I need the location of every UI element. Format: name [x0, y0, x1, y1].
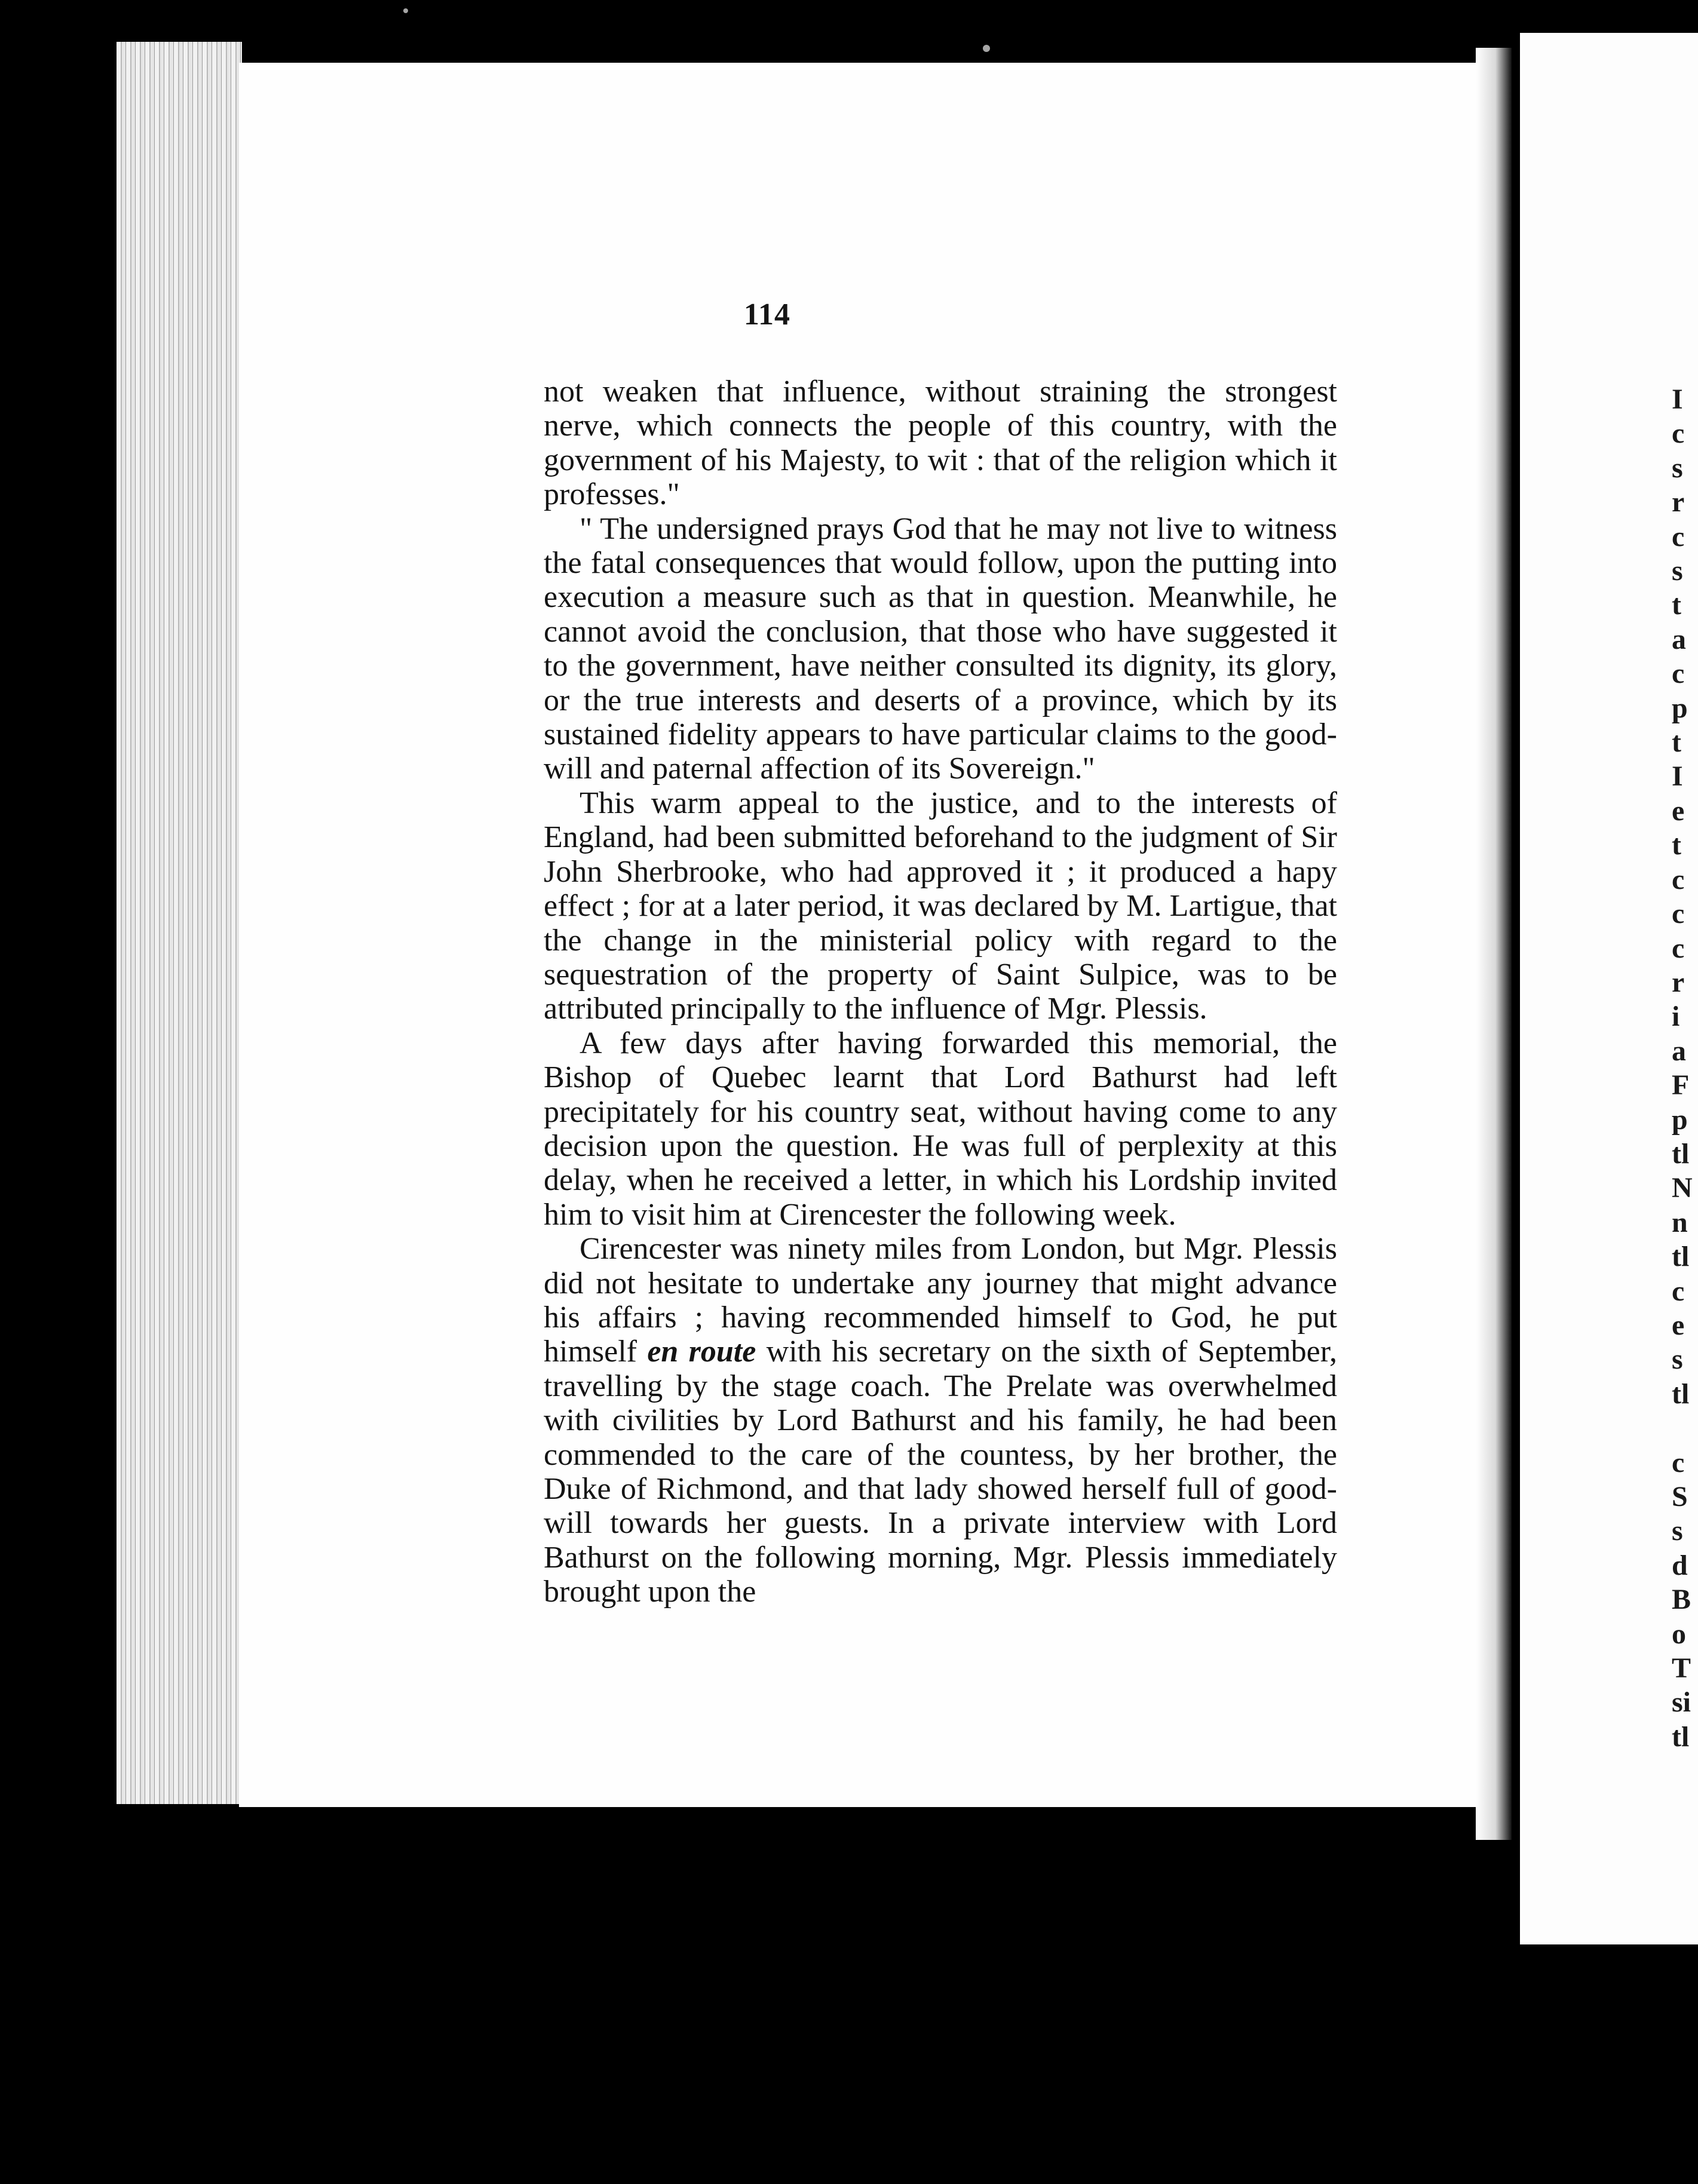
- facing-page-fragment: tl: [1672, 1378, 1690, 1410]
- facing-page-fragment: s: [1672, 452, 1683, 484]
- facing-page-fragment: n: [1672, 1206, 1688, 1238]
- paragraph: " The undersigned prays God that he may not live to witness the fatal consequences that would follow, upon the putting into execution a measure such as that in question. Meanwhile, he cannot avoid the conclusion, that those who have suggested it to the government, have neither consulted its dignity, its glory, or the true interests and deserts of a province, which by its sustained fidelity appears to have particular claims to the good-will and paternal affection of its Sovereign.": [544, 511, 1337, 786]
- facing-page-fragment: N: [1672, 1172, 1693, 1204]
- facing-page-fragment: e: [1672, 1309, 1685, 1341]
- paragraph: not weaken that influence, without straining the strongest nerve, which connects the people of this country, with the government of his Majesty, to wit : that of the religion which it professes.": [544, 375, 1337, 512]
- facing-page-fragment: I: [1672, 384, 1683, 415]
- facing-page-fragment: c: [1672, 932, 1685, 964]
- facing-page-fragment: a: [1672, 1035, 1686, 1067]
- facing-page-fragment: F: [1672, 1069, 1690, 1102]
- facing-page-fragment: tl: [1672, 1241, 1690, 1273]
- facing-page-fragment: s: [1672, 555, 1683, 587]
- facing-page-fragment: I: [1672, 760, 1683, 793]
- facing-page-fragment: c: [1672, 863, 1685, 895]
- facing-page-fragment: p: [1672, 692, 1688, 724]
- facing-page-fragment: B: [1672, 1584, 1691, 1616]
- facing-page-fragment: c: [1672, 1446, 1685, 1479]
- page-number: 114: [743, 297, 791, 332]
- paragraph: [544, 1232, 1337, 1609]
- page-body: [544, 375, 1337, 1609]
- paragraph: This warm appeal to the justice, and to the interests of England, had been submitted beforehand to the judgment of Sir John Sherbrooke, who had approved it ; it produced a hapy effect ; for at a later period, it was declared by M. Lartigue, that the change in the ministerial policy with regard to the sequestration of the property of Saint Sulpice, was to be attributed principally to the influence of Mgr. Plessis.: [544, 786, 1337, 1026]
- dust-speck: [983, 45, 990, 52]
- facing-page-fragment: c: [1672, 1275, 1685, 1307]
- facing-page-fragment: a: [1672, 623, 1686, 655]
- facing-page-fragment: T: [1672, 1652, 1691, 1685]
- italic-phrase: en route: [647, 1335, 756, 1369]
- facing-page-fragment: o: [1672, 1618, 1686, 1650]
- facing-page-fragment: s: [1672, 1343, 1683, 1376]
- facing-page-fragment: d: [1672, 1549, 1688, 1581]
- facing-page-fragment: tl: [1672, 1720, 1690, 1753]
- facing-page-fragment: si: [1672, 1686, 1691, 1719]
- facing-page-fragment: tl: [1672, 1137, 1690, 1170]
- facing-page-fragment: c: [1672, 898, 1685, 930]
- paragraph-text: Cirencester was ninety miles from London, but Mgr. Plessis did not hesitate to undertake any journey that might advance his affairs ; having recommended himself to God, he put himself: [544, 1232, 1337, 1369]
- paragraph-text: with his secretary on the sixth of September, travelling by the stage coach. The Prelate was overwhelmed with civilities by Lord Bathurst and his family, he had been commended to the care of the countess, by her brother, the Duke of Richmond, and that lady showed herself full of good-will towards her guests. In a private interview with Lord Bathurst on the following morning, Mgr. Plessis immediately brought upon the: [544, 1335, 1337, 1609]
- facing-page-fragment: t: [1672, 829, 1681, 861]
- facing-page-fragment: c: [1672, 520, 1685, 553]
- facing-page-fragment: [1672, 1411, 1690, 1445]
- facing-page-fragment: p: [1672, 1103, 1688, 1136]
- facing-page-fragment: t: [1672, 589, 1681, 621]
- facing-page-fragment: r: [1672, 966, 1685, 998]
- facing-page-fragment: i: [1672, 1001, 1680, 1033]
- facing-page-fragment: c: [1672, 658, 1685, 690]
- facing-page-fragment: s: [1672, 1515, 1683, 1547]
- facing-page-fragment: S: [1672, 1481, 1688, 1513]
- facing-page-fragment: c: [1672, 418, 1685, 450]
- facing-page-fragment: r: [1672, 486, 1685, 519]
- dust-speck: [403, 8, 408, 13]
- facing-page-fragment: t: [1672, 726, 1681, 759]
- paragraph: A few days after having forwarded this memorial, the Bishop of Quebec learnt that Lord Bathurst had left precipitately for his country seat, without having come to any decision upon the question. He was full of perplexity at this delay, when he received a letter, in which his Lordship invited him to visit him at Cirencester the following week.: [544, 1026, 1337, 1232]
- facing-page-fragment: e: [1672, 795, 1685, 827]
- facing-page-margin-text: [1672, 382, 1693, 1754]
